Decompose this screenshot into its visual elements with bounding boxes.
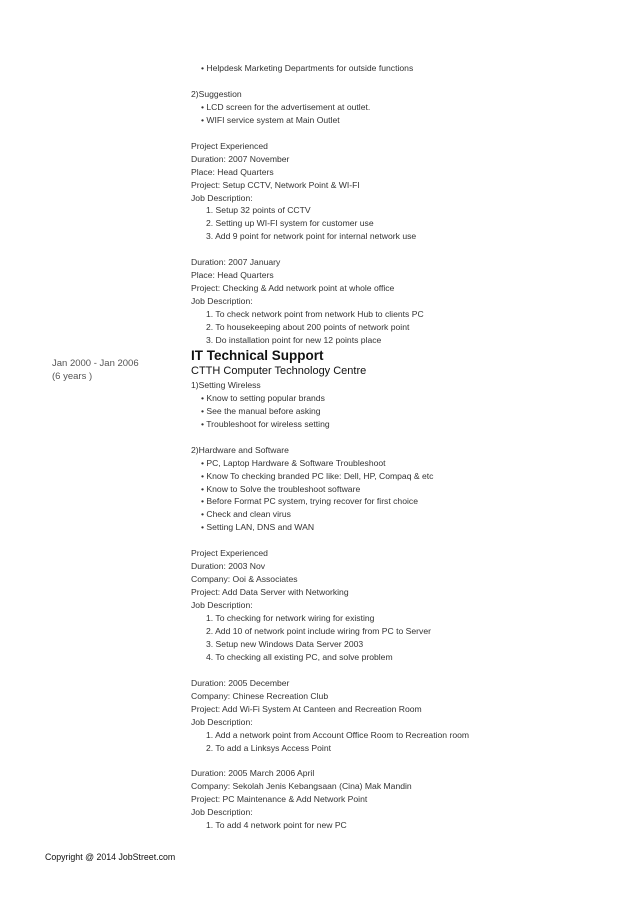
- line-text: 2. To add a Linksys Access Point: [206, 742, 331, 753]
- line-text: WIFI service system at Main Outlet: [206, 114, 340, 125]
- numbered-item: [191, 612, 621, 625]
- bullet-item: [191, 62, 621, 75]
- line-text: 3. Setup new Windows Data Server 2003: [206, 638, 364, 649]
- text-line: [191, 586, 621, 599]
- bullet-item: [191, 101, 621, 114]
- bullet-item: [191, 457, 621, 470]
- bullet-icon: •: [201, 457, 207, 468]
- line-text: Company: Sekolah Jenis Kebangsaan (Cina) Mak Mandin: [191, 781, 412, 792]
- line-text: Know to setting popular brands: [206, 392, 325, 403]
- numbered-item: [191, 638, 621, 651]
- bullet-icon: •: [201, 483, 207, 494]
- line-text: 1. Add a network point from Account Office Room to Recreation room: [206, 729, 470, 740]
- bullet-icon: •: [201, 405, 207, 416]
- line-text: Setting LAN, DNS and WAN: [206, 522, 315, 533]
- line-text: 1. To check network point from network Hub to clients PC: [206, 309, 424, 320]
- bullet-icon: •: [201, 114, 207, 125]
- line-text: Company: Ooi & Associates: [191, 574, 298, 585]
- line-text: Duration: 2007 November: [191, 153, 290, 164]
- spacer: [191, 127, 621, 140]
- numbered-item: [191, 321, 621, 334]
- line-text: Project Experienced: [191, 548, 268, 559]
- bullet-item: [191, 508, 621, 521]
- job-date-range: Jan 2000 - Jan 2006: [52, 358, 139, 369]
- numbered-item: [191, 334, 621, 347]
- numbered-item: [191, 729, 621, 742]
- text-line: [191, 295, 621, 308]
- bullet-icon: •: [201, 496, 207, 507]
- line-text: Know To checking branded PC like: Dell, HP, Compaq & etc: [206, 470, 434, 481]
- previous-job-details: [191, 62, 621, 347]
- line-text: 2. Setting up WI-FI system for customer use: [206, 218, 374, 229]
- line-text: Place: Head Quarters: [191, 270, 274, 281]
- text-line: [191, 256, 621, 269]
- numbered-item: [191, 742, 621, 755]
- line-text: Job Description:: [191, 600, 253, 611]
- line-text: 1. Setup 32 points of CCTV: [206, 205, 311, 216]
- bullet-icon: •: [201, 522, 207, 533]
- line-text: See the manual before asking: [206, 405, 321, 416]
- line-text: Project: PC Maintenance & Add Network Point: [191, 794, 368, 805]
- text-line: [191, 793, 621, 806]
- line-text: Place: Head Quarters: [191, 166, 274, 177]
- numbered-item: [191, 819, 621, 832]
- line-text: 4. To checking all existing PC, and solve problem: [206, 651, 393, 662]
- spacer: [191, 664, 621, 677]
- text-line: [191, 153, 621, 166]
- text-line: [191, 780, 621, 793]
- line-text: Project: Add Data Server with Networking: [191, 587, 349, 598]
- text-line: [191, 88, 621, 101]
- line-text: Job Description:: [191, 296, 253, 307]
- line-text: 2)Suggestion: [191, 88, 242, 99]
- line-text: 2)Hardware and Software: [191, 444, 289, 455]
- text-line: [191, 716, 621, 729]
- line-text: 1)Setting Wireless: [191, 379, 261, 390]
- line-text: Helpdesk Marketing Departments for outside functions: [206, 63, 414, 73]
- company-name: CTTH Computer Technology Centre: [191, 364, 367, 377]
- text-line: [191, 444, 621, 457]
- line-text: 3. Do installation point for new 12 points place: [206, 334, 382, 345]
- numbered-item: [191, 308, 621, 321]
- line-text: Duration: 2007 January: [191, 257, 281, 268]
- bullet-item: [191, 392, 621, 405]
- text-line: [191, 573, 621, 586]
- line-text: Duration: 2003 Nov: [191, 561, 266, 572]
- bullet-item: [191, 418, 621, 431]
- line-text: 1. To checking for network wiring for existing: [206, 613, 375, 624]
- text-line: [191, 690, 621, 703]
- line-text: Company: Chinese Recreation Club: [191, 690, 329, 701]
- line-text: Know to Solve the troubleshoot software: [206, 483, 361, 494]
- numbered-item: [191, 217, 621, 230]
- text-line: [191, 166, 621, 179]
- bullet-item: [191, 483, 621, 496]
- text-line: [191, 269, 621, 282]
- bullet-item: [191, 114, 621, 127]
- line-text: 1. To add 4 network point for new PC: [206, 820, 347, 831]
- line-text: Check and clean virus: [206, 509, 291, 520]
- line-text: Project: Checking & Add network point at whole office: [191, 283, 395, 294]
- line-text: 3. Add 9 point for network point for internal network use: [206, 231, 417, 242]
- line-text: Project Experienced: [191, 140, 268, 151]
- experience-content: [191, 62, 621, 832]
- text-line: [191, 179, 621, 192]
- spacer: [191, 431, 621, 444]
- bullet-item: [191, 521, 621, 534]
- line-text: 2. To housekeeping about 200 points of network point: [206, 322, 410, 333]
- text-line: [191, 140, 621, 153]
- bullet-icon: •: [201, 101, 207, 112]
- job-details: [191, 379, 621, 832]
- text-line: [191, 599, 621, 612]
- job-period: [52, 357, 172, 383]
- numbered-item: [191, 204, 621, 217]
- bullet-item: [191, 495, 621, 508]
- text-line: [191, 767, 621, 780]
- text-line: [191, 282, 621, 295]
- spacer: [191, 243, 621, 256]
- bullet-icon: •: [201, 418, 207, 429]
- bullet-icon: •: [201, 509, 207, 520]
- line-text: Job Description:: [191, 716, 253, 727]
- line-text: Job Description:: [191, 192, 253, 203]
- line-text: Project: Setup CCTV, Network Point & WI-FI: [191, 179, 360, 190]
- line-text: PC, Laptop Hardware & Software Troubleshoot: [206, 457, 386, 468]
- line-text: Job Description:: [191, 807, 253, 818]
- numbered-item: [191, 625, 621, 638]
- numbered-item: [191, 230, 621, 243]
- line-text: Troubleshoot for wireless setting: [206, 418, 330, 429]
- bullet-icon: •: [201, 470, 207, 481]
- job-duration: (6 years ): [52, 371, 93, 382]
- text-line: [191, 547, 621, 560]
- text-line: [191, 677, 621, 690]
- bullet-item: [191, 470, 621, 483]
- line-text: Duration: 2005 March 2006 April: [191, 768, 315, 779]
- text-line: [191, 379, 621, 392]
- text-line: [191, 703, 621, 716]
- text-line: [191, 192, 621, 205]
- numbered-item: [191, 651, 621, 664]
- line-text: Duration: 2005 December: [191, 677, 290, 688]
- bullet-icon: •: [201, 392, 207, 403]
- bullet-icon: •: [201, 63, 207, 73]
- line-text: Before Format PC system, trying recover for first choice: [206, 496, 418, 507]
- spacer: [191, 755, 621, 768]
- bullet-item: [191, 405, 621, 418]
- spacer: [191, 534, 621, 547]
- copyright-footer: Copyright @ 2014 JobStreet.com: [45, 852, 176, 862]
- job-title: IT Technical Support: [191, 347, 324, 363]
- spacer: [191, 75, 621, 88]
- line-text: LCD screen for the advertisement at outlet.: [206, 101, 371, 112]
- line-text: Project: Add Wi-Fi System At Canteen and Recreation Room: [191, 703, 422, 714]
- text-line: [191, 806, 621, 819]
- line-text: 2. Add 10 of network point include wiring from PC to Server: [206, 626, 431, 636]
- text-line: [191, 560, 621, 573]
